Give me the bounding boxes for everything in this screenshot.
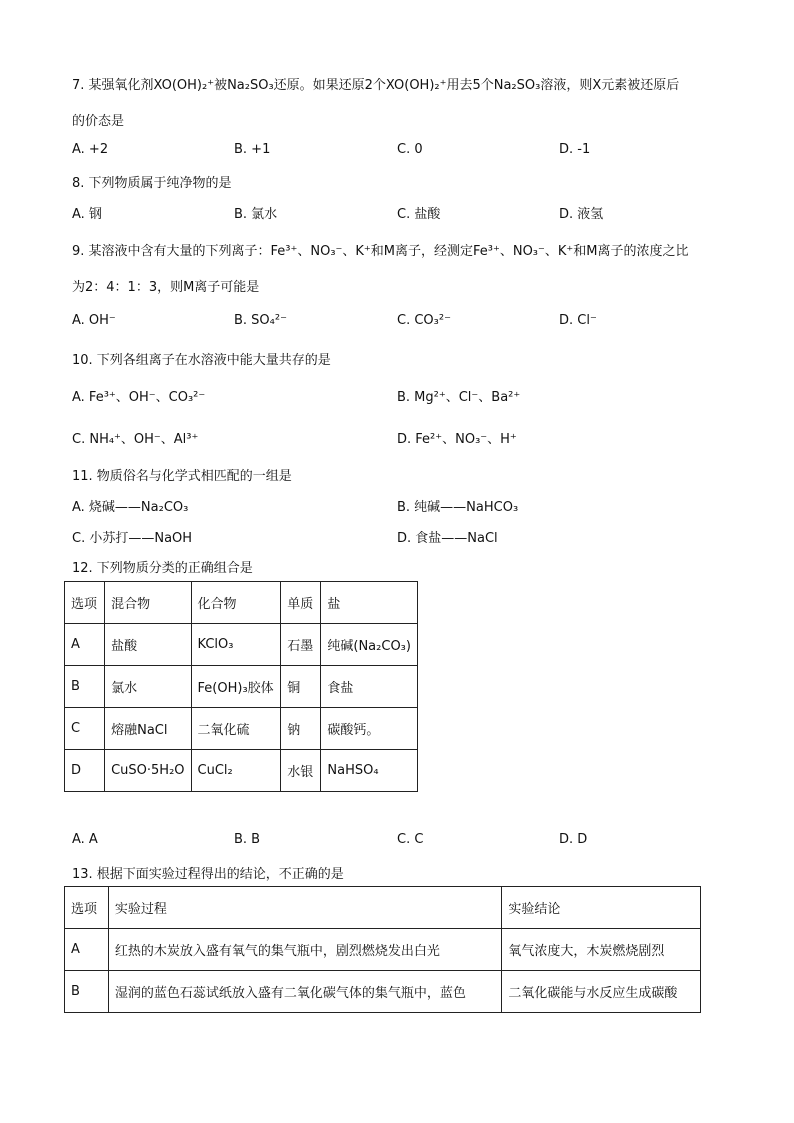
q13-table <box>64 886 701 1013</box>
table-cell: 二氧化碳能与水反应生成碳酸 <box>502 971 701 1013</box>
q13-stem: 13. 根据下面实验过程得出的结论，不正确的是 <box>72 867 344 882</box>
table-cell: A <box>65 929 109 971</box>
q10-option-d: D. Fe²⁺、NO₃⁻、H⁺ <box>397 432 517 447</box>
q12-option-b: B. B <box>234 832 261 847</box>
table-cell: 碳酸钙。 <box>321 708 418 750</box>
q11-stem: 11. 物质俗名与化学式相匹配的一组是 <box>72 469 292 484</box>
table-cell: 氧气浓度大，木炭燃烧剧烈 <box>502 929 701 971</box>
table-cell: Fe(OH)₃胶体 <box>191 666 281 708</box>
q12-option-c: C. C <box>397 832 424 847</box>
table-cell: 盐酸 <box>105 624 191 666</box>
table-header-cell: 实验过程 <box>108 887 501 929</box>
q10-stem: 10. 下列各组离子在水溶液中能大量共存的是 <box>72 353 331 368</box>
q7-option-a: A. +2 <box>72 142 109 157</box>
q11-option-d: D. 食盐——NaCl <box>397 531 498 546</box>
q10-option-c: C. NH₄⁺、OH⁻、Al³⁺ <box>72 432 199 447</box>
table-header-row <box>65 582 418 624</box>
q7-line2: 的价态是 <box>72 114 125 129</box>
table-cell: 钠 <box>281 708 321 750</box>
q8-option-b: B. 氯水 <box>234 207 278 222</box>
table-header-cell: 盐 <box>321 582 418 624</box>
table-cell: 熔融NaCl <box>105 708 191 750</box>
table-cell: 氯水 <box>105 666 191 708</box>
q10-option-b: B. Mg²⁺、Cl⁻、Ba²⁺ <box>397 390 521 405</box>
q7-option-b: B. +1 <box>234 142 271 157</box>
table-cell: 石墨 <box>281 624 321 666</box>
q8-option-a: A. 钢 <box>72 207 102 222</box>
q9-option-a: A. OH⁻ <box>72 313 116 328</box>
q12-option-a: A. A <box>72 832 98 847</box>
table-cell: B <box>65 971 109 1013</box>
q8-option-d: D. 液氢 <box>559 207 604 222</box>
q12-table <box>64 581 418 792</box>
q8-stem: 8. 下列物质属于纯净物的是 <box>72 176 232 191</box>
q11-option-b: B. 纯碱——NaHCO₃ <box>397 500 519 515</box>
q9-option-d: D. Cl⁻ <box>559 313 597 328</box>
table-cell: 纯碱(Na₂CO₃) <box>321 624 418 666</box>
table-header-cell: 单质 <box>281 582 321 624</box>
table-cell: KClO₃ <box>191 624 281 666</box>
table-cell: CuCl₂ <box>191 750 281 792</box>
q9-option-b: B. SO₄²⁻ <box>234 313 287 328</box>
table-row <box>65 929 701 971</box>
table-header-cell: 选项 <box>65 582 105 624</box>
q11-option-a: A. 烧碱——Na₂CO₃ <box>72 500 189 515</box>
q12-stem: 12. 下列物质分类的正确组合是 <box>72 561 253 576</box>
table-cell: 食盐 <box>321 666 418 708</box>
table-header-row <box>65 887 701 929</box>
table-header-cell: 混合物 <box>105 582 191 624</box>
q7-option-d: D. -1 <box>559 142 591 157</box>
q9-line1: 9. 某溶液中含有大量的下列离子：Fe³⁺、NO₃⁻、K⁺和M离子，经测定Fe³⁺、NO₃⁻、K⁺和M离子的浓度之比 <box>72 244 689 259</box>
table-cell: 铜 <box>281 666 321 708</box>
q7-line1: 7. 某强氧化剂XO(OH)₂⁺被Na₂SO₃还原。如果还原2个XO(OH)₂⁺用去5个Na₂SO₃溶液，则X元素被还原后 <box>72 78 680 93</box>
q12-option-d: D. D <box>559 832 588 847</box>
table-cell: B <box>65 666 105 708</box>
table-cell: D <box>65 750 105 792</box>
table-cell: NaHSO₄ <box>321 750 418 792</box>
table-row <box>65 971 701 1013</box>
table-row <box>65 708 418 750</box>
q10-option-a: A. Fe³⁺、OH⁻、CO₃²⁻ <box>72 390 206 405</box>
q9-line2: 为2：4：1：3，则M离子可能是 <box>72 280 260 295</box>
q7-option-c: C. 0 <box>397 142 423 157</box>
q9-option-c: C. CO₃²⁻ <box>397 313 451 328</box>
table-row <box>65 750 418 792</box>
table-header-cell: 选项 <box>65 887 109 929</box>
table-cell: CuSO·5H₂O <box>105 750 191 792</box>
table-cell: 二氧化硫 <box>191 708 281 750</box>
table-cell: 湿润的蓝色石蕊试纸放入盛有二氧化碳气体的集气瓶中，蓝色 <box>108 971 501 1013</box>
table-cell: A <box>65 624 105 666</box>
table-row <box>65 624 418 666</box>
q8-option-c: C. 盐酸 <box>397 207 441 222</box>
table-header-cell: 化合物 <box>191 582 281 624</box>
table-row <box>65 666 418 708</box>
q11-option-c: C. 小苏打——NaOH <box>72 531 193 546</box>
table-cell: 红热的木炭放入盛有氧气的集气瓶中，剧烈燃烧发出白光 <box>108 929 501 971</box>
table-cell: 水银 <box>281 750 321 792</box>
table-header-cell: 实验结论 <box>502 887 701 929</box>
table-cell: C <box>65 708 105 750</box>
